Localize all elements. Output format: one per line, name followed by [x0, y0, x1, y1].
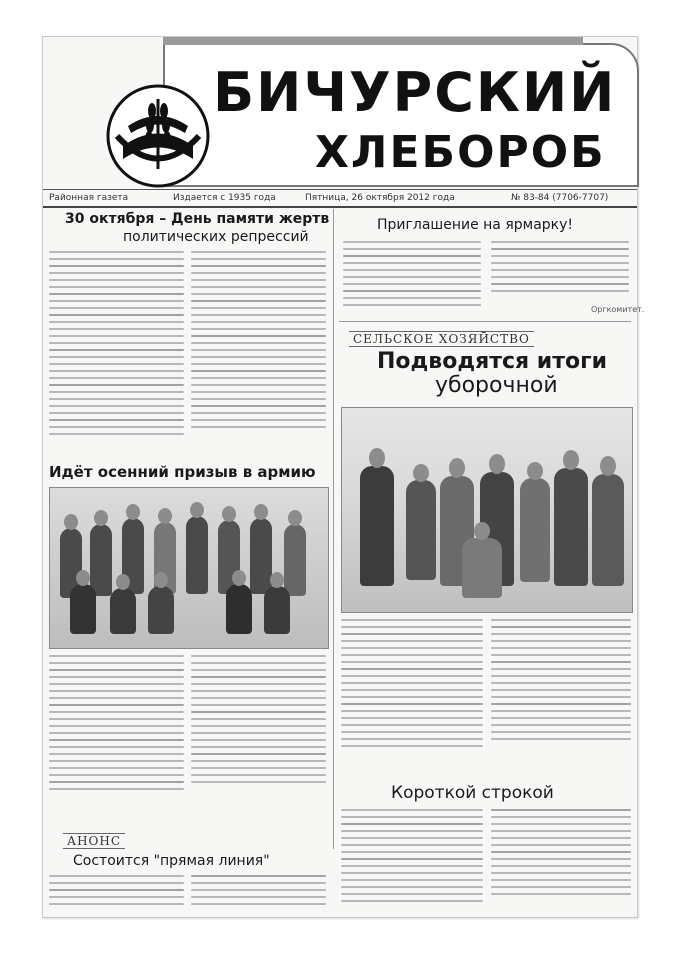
hotline-text-col1: [49, 875, 184, 910]
army-conscripts-photo: [49, 487, 329, 649]
announce-rubric: АНОНС: [63, 833, 125, 849]
hotline-title: Состоится "прямая линия": [73, 853, 270, 869]
newspaper-page: [42, 36, 645, 918]
army-text-col1: [49, 655, 184, 795]
fair-text-col1: [343, 241, 481, 311]
harvest-workers-photo: [341, 407, 633, 613]
army-title: Идёт осенний призыв в армию: [49, 463, 316, 481]
harvest-text-col2: [491, 619, 631, 745]
issue-number: № 83-84 (7706-7707): [511, 193, 609, 203]
repressions-text-col2: [191, 251, 326, 433]
repressions-title-line1: 30 октября – День памяти жертв: [65, 211, 330, 227]
newspaper-title-line2: ХЛЕБОРОБ: [315, 127, 606, 178]
repressions-title-line2: политических репрессий: [123, 229, 309, 245]
short-news-title: Короткой строкой: [391, 783, 554, 803]
fair-text-col2: [491, 241, 629, 297]
issue-date: Пятница, 26 октября 2012 года: [305, 193, 455, 203]
army-text-col2: [191, 655, 326, 788]
repressions-text-col1: [49, 251, 184, 440]
agri-rubric: СЕЛЬСКОЕ ХОЗЯЙСТВО: [349, 331, 534, 347]
short-news-col2: [491, 809, 631, 900]
short-news-col1: [341, 809, 483, 907]
fair-title: Приглашение на ярмарку!: [377, 217, 574, 233]
newspaper-title-line1: БИЧУРСКИЙ: [213, 61, 617, 124]
harvest-title-line1: Подводятся итоги: [377, 349, 607, 374]
fair-signoff: Оргкомитет.: [591, 305, 645, 314]
harvest-text-col1: [341, 619, 483, 752]
publication-since: Издается с 1935 года: [173, 193, 276, 203]
issue-info-line: [43, 189, 637, 208]
hotline-text-col2: [191, 875, 326, 910]
wheat-emblem-icon: [103, 81, 213, 191]
harvest-title-line2: уборочной: [435, 373, 558, 398]
newspaper-type: Районная газета: [49, 193, 129, 203]
masthead: [43, 37, 637, 187]
